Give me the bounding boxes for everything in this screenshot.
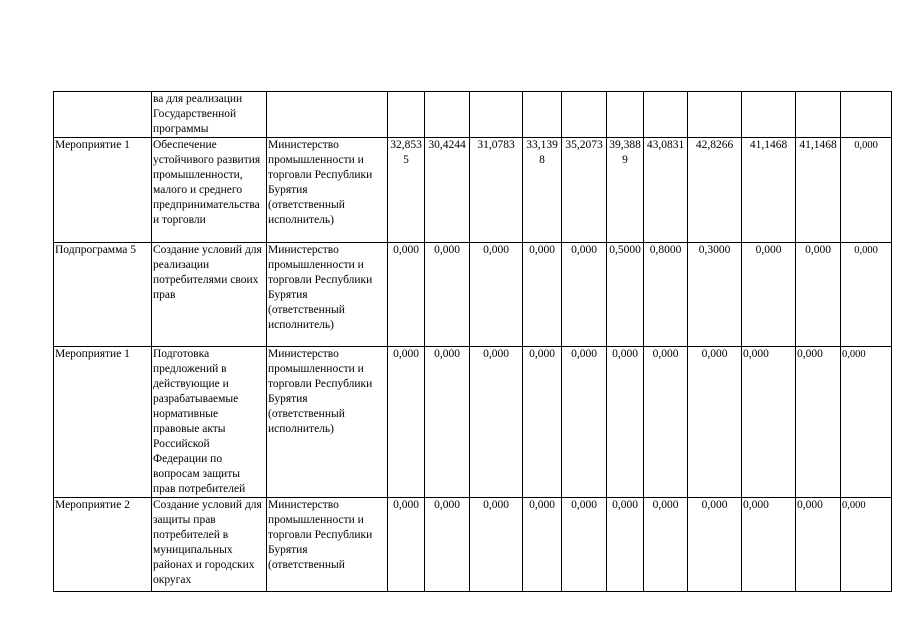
cell-value: 0,000	[841, 243, 892, 347]
cell-value: 0,000	[796, 243, 841, 347]
cell-value: 39,3889	[607, 138, 644, 243]
cell-value: 0,000	[562, 347, 607, 498]
cell-value: 0,000	[388, 498, 425, 592]
table-row	[54, 138, 892, 243]
cell-value: 30,4244	[425, 138, 470, 243]
cell-value: 43,0831	[644, 138, 688, 243]
table-row	[54, 347, 892, 498]
row-executor: Министерство промышленности и торговли Республики Бурятия (ответственный исполнитель)	[267, 243, 388, 347]
cell-value: 0,000	[742, 498, 796, 592]
cell-value: 0,000	[470, 498, 523, 592]
cell-value: 41,1468	[742, 138, 796, 243]
row-name: Создание условий для реализации потребителями своих прав	[152, 243, 267, 347]
cell-value: 0,000	[742, 243, 796, 347]
cell-value: 0,000	[644, 498, 688, 592]
row-code	[54, 92, 152, 138]
row-executor: Министерство промышленности и торговли Республики Бурятия (ответственный исполнитель)	[267, 347, 388, 498]
row-executor	[267, 92, 388, 138]
cell-value: 0,000	[841, 347, 892, 498]
cell-value: 0,000	[425, 243, 470, 347]
table-row	[54, 498, 892, 592]
row-name: Создание условий для защиты прав потребителей в муниципальных районах и городских округах	[152, 498, 267, 592]
row-code: Мероприятие 1	[54, 347, 152, 498]
cell-value: 0,000	[841, 498, 892, 592]
cell-value: 0,000	[523, 243, 562, 347]
cell-value	[470, 92, 523, 138]
cell-value: 0,000	[742, 347, 796, 498]
cell-value: 0,8000	[644, 243, 688, 347]
cell-value	[796, 92, 841, 138]
cell-value	[425, 92, 470, 138]
cell-value: 41,1468	[796, 138, 841, 243]
row-name: Подготовка предложений в действующие и разрабатываемые нормативные правовые акты Российской Федерации по вопросам защиты прав потребителей	[152, 347, 267, 498]
cell-value: 0,000	[523, 498, 562, 592]
cell-value: 33,1398	[523, 138, 562, 243]
cell-value: 0,000	[470, 243, 523, 347]
row-name: ва для реализации Государственной программы	[152, 92, 267, 138]
cell-value: 0,000	[523, 347, 562, 498]
cell-value: 0,000	[562, 498, 607, 592]
cell-value	[388, 92, 425, 138]
row-code: Подпрограмма 5	[54, 243, 152, 347]
cell-value: 32,8535	[388, 138, 425, 243]
cell-value	[841, 92, 892, 138]
cell-value: 0,3000	[688, 243, 742, 347]
cell-value: 0,000	[796, 347, 841, 498]
cell-value	[742, 92, 796, 138]
cell-value: 0,000	[688, 498, 742, 592]
row-executor: Министерство промышленности и торговли Республики Бурятия (ответственный	[267, 498, 388, 592]
cell-value	[644, 92, 688, 138]
cell-value: 35,2073	[562, 138, 607, 243]
cell-value: 0,000	[425, 347, 470, 498]
cell-value: 0,000	[388, 243, 425, 347]
cell-value	[562, 92, 607, 138]
cell-value: 0,5000	[607, 243, 644, 347]
cell-value: 42,8266	[688, 138, 742, 243]
cell-value: 0,000	[796, 498, 841, 592]
cell-value: 0,000	[688, 347, 742, 498]
cell-value: 0,000	[562, 243, 607, 347]
cell-value: 0,000	[607, 498, 644, 592]
cell-value	[688, 92, 742, 138]
table-row	[54, 243, 892, 347]
row-name: Обеспечение устойчивого развития промышленности, малого и среднего предпринимательства и торговли	[152, 138, 267, 243]
cell-value: 31,0783	[470, 138, 523, 243]
cell-value: 0,000	[425, 498, 470, 592]
cell-value: 0,000	[388, 347, 425, 498]
cell-value: 0,000	[607, 347, 644, 498]
cell-value: 0,000	[841, 138, 892, 243]
row-code: Мероприятие 1	[54, 138, 152, 243]
cell-value	[523, 92, 562, 138]
row-code: Мероприятие 2	[54, 498, 152, 592]
cell-value	[607, 92, 644, 138]
cell-value: 0,000	[644, 347, 688, 498]
row-executor: Министерство промышленности и торговли Республики Бурятия (ответственный исполнитель)	[267, 138, 388, 243]
budget-table	[53, 91, 892, 592]
table-row	[54, 92, 892, 138]
cell-value: 0,000	[470, 347, 523, 498]
